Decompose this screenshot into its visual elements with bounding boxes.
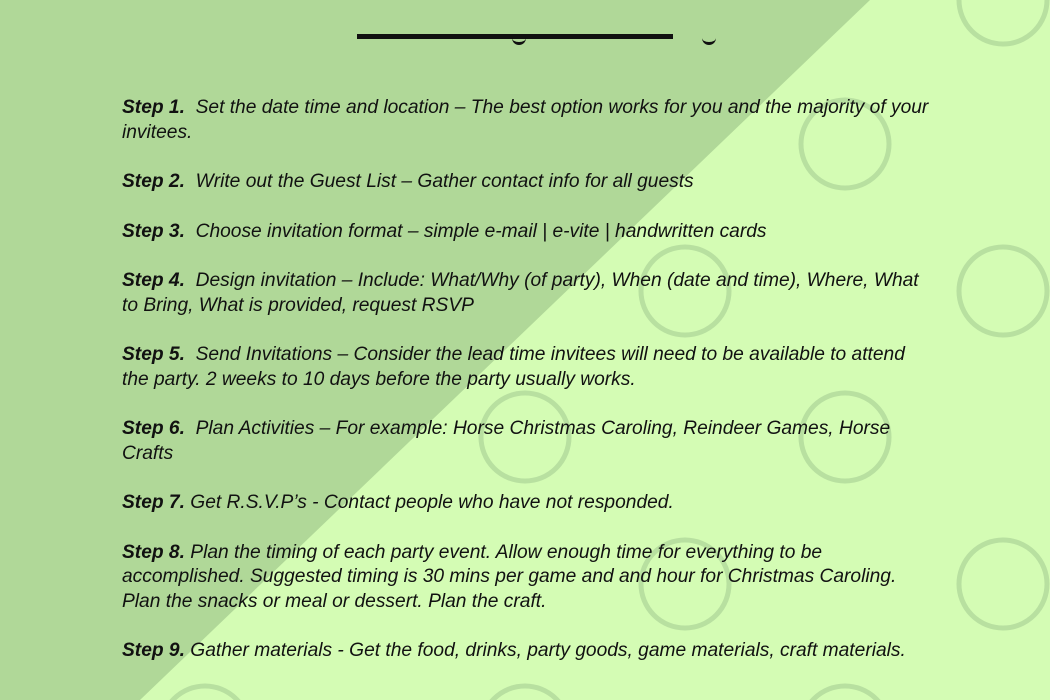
step-label: Step 7. [122,492,185,513]
step-text: Gather materials - Get the food, drinks, party goods, game materials, craft materials. [190,640,906,661]
title-flourish-right [702,30,716,45]
title-underline [357,34,673,39]
step-text: Write out the Guest List – Gather contact info for all guests [195,171,694,192]
step-item [122,491,932,516]
steps-list [122,96,932,689]
step-label: Step 6. [122,418,185,439]
step-item [122,417,932,466]
step-label: Step 4. [122,270,185,291]
step-item [122,269,932,318]
step-item [122,343,932,392]
step-label: Step 1. [122,97,185,118]
step-label: Step 3. [122,220,185,242]
step-text: Plan the timing of each party event. Allow enough time for everything to be accomplished. Suggested timing is 30 mins per game and and hour for Christmas Caroling. Plan the snacks or meal or dessert. Plan the craft. [122,541,897,612]
step-item [122,220,932,245]
step-label: Step 5. [122,344,185,365]
title-flourish-left [512,30,526,45]
step-item [122,639,932,664]
decor-circle [959,0,1047,44]
step-text: Choose invitation format – simple e-mail | e-vite | handwritten cards [195,220,767,242]
step-label: Step 2. [122,171,185,192]
step-item [122,541,932,615]
decor-circle [959,247,1047,335]
step-text: Set the date time and location – The best option works for you and the majority of your invitees. [122,97,929,143]
step-item [122,170,932,195]
step-text: Plan Activities – For example: Horse Christmas Caroling, Reindeer Games, Horse Crafts [122,418,891,464]
decor-circle [959,540,1047,628]
step-item [122,96,932,145]
step-text: Send Invitations – Consider the lead time invitees will need to be available to attend the party. 2 weeks to 10 days before the party usually works. [122,344,905,390]
step-text: Get R.S.V.P’s - Contact people who have not responded. [190,492,674,513]
step-label: Step 9. [122,640,185,661]
step-text: Design invitation – Include: What/Why (of party), When (date and time), Where, What to Bring, What is provided, request RSVP [122,270,919,316]
step-label: Step 8. [122,541,185,563]
